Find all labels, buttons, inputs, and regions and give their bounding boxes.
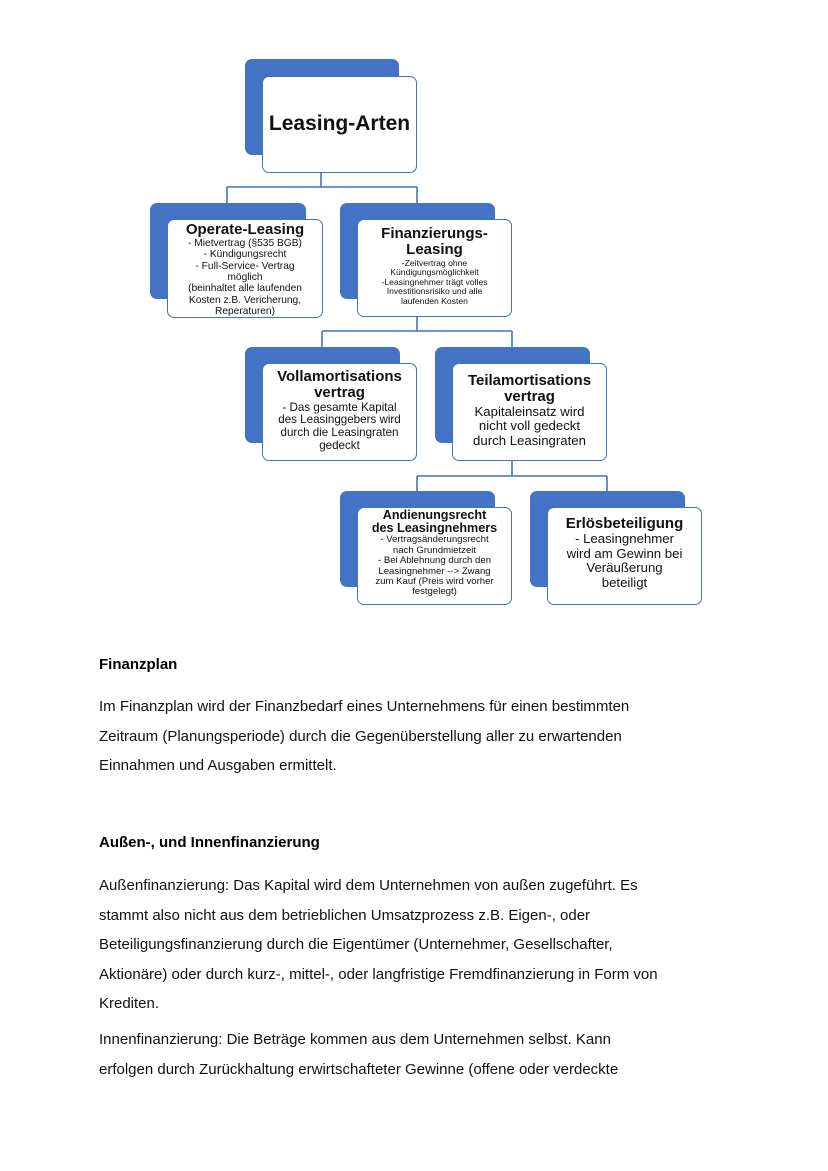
desc-line: nach Grundmietzeit xyxy=(392,544,477,556)
paragraph-aussenfinanzierung xyxy=(99,871,739,1019)
desc-line: - Das gesamte Kapital xyxy=(282,400,397,414)
text-line: Innenfinanzierung: Die Beträge kommen aus dem Unternehmen selbst. Kann xyxy=(99,1031,611,1048)
desc-line: - Vertragsänderungsrecht xyxy=(380,534,489,546)
desc-line: Leasingnehmer --> Zwang xyxy=(378,565,491,577)
desc-line: gedeckt xyxy=(319,439,360,453)
desc-line: festgelegt) xyxy=(412,586,457,598)
desc-line: Kündigungsmöglichkeit xyxy=(390,267,479,278)
node-andienung-title-2: des Leasingnehmers xyxy=(371,521,498,536)
heading-finanzierung: Außen-, und Innenfinanzierung xyxy=(99,834,320,851)
desc-line: - Mietvertrag (§535 BGB) xyxy=(188,237,302,249)
node-andienung-desc xyxy=(375,535,493,597)
node-teil-title-2: vertrag xyxy=(504,387,555,405)
node-finanz-title-2: Leasing xyxy=(406,240,463,258)
node-leasing-arten-title: Leasing-Arten xyxy=(268,112,411,136)
node-andienung-title-1: Andienungsrecht xyxy=(382,508,487,522)
paragraph-innenfinanzierung xyxy=(99,1025,739,1084)
node-operate-title: Operate-Leasing xyxy=(185,221,305,238)
desc-line: (beinhaltet alle laufenden xyxy=(188,283,302,295)
text-line: stammt also nicht aus dem betrieblichen Umsatzprozess z.B. Eigen-, oder xyxy=(99,906,591,924)
desc-line: zum Kauf (Preis wird vorher xyxy=(375,575,494,587)
heading-finanzplan: Finanzplan xyxy=(99,656,178,673)
node-operate-desc xyxy=(188,238,302,318)
desc-line: durch die Leasingraten xyxy=(280,426,399,440)
section-finanzierung xyxy=(99,834,739,851)
connector-teil xyxy=(417,460,607,491)
node-voll-desc xyxy=(278,401,400,453)
paragraph-finanzplan xyxy=(99,692,739,781)
node-finanz-title-1: Finanzierungs- xyxy=(381,225,488,242)
desc-line: - Leasingnehmer xyxy=(575,530,674,546)
node-voll-title-1: Vollamortisations xyxy=(277,368,402,385)
node-teil-title-1: Teilamortisations xyxy=(467,372,592,389)
desc-line: nicht voll gedeckt xyxy=(478,418,581,434)
text-line: Krediten. xyxy=(99,995,160,1012)
desc-line: -Leasingnehmer trägt volles xyxy=(381,276,488,287)
desc-line: - Full-Service- Vertrag xyxy=(195,260,295,272)
connector-root xyxy=(227,173,417,205)
desc-line: -Zeitvertrag ohne xyxy=(401,257,468,268)
desc-line: - Kündigungsrecht xyxy=(203,249,287,261)
text-line: Einnahmen und Ausgaben ermittelt. xyxy=(99,757,337,774)
node-voll-title-2: vertrag xyxy=(314,383,365,401)
desc-line: Investitionsrisiko und alle xyxy=(386,286,483,297)
desc-line: durch Leasingraten xyxy=(473,433,586,449)
node-finanz-desc xyxy=(381,259,487,307)
desc-line: Veräußerung xyxy=(586,560,663,576)
desc-line: - Bei Ablehnung durch den xyxy=(377,555,492,567)
text-line: erfolgen durch Zurückhaltung erwirtschafteter Gewinne (offene oder verdeckte xyxy=(99,1060,619,1078)
section-finanzplan xyxy=(99,656,739,673)
text-line: Aktionäre) oder durch kurz-, mittel-, oder langfristige Fremdfinanzierung in Form von xyxy=(99,965,658,983)
desc-line: laufenden Kosten xyxy=(401,296,468,306)
node-teil-desc xyxy=(473,405,586,449)
text-line: Zeitraum (Planungsperiode) durch die Gegenüberstellung aller zu erwartenden xyxy=(99,727,622,745)
text-line: Beteiligungsfinanzierung durch die Eigentümer (Unternehmer, Gesellschafter, xyxy=(99,936,613,953)
text-line: Außenfinanzierung: Das Kapital wird dem Unternehmen von außen zugeführt. Es xyxy=(99,877,638,894)
text-line: Im Finanzplan wird der Finanzbedarf eines Unternehmens für einen bestimmten xyxy=(99,698,630,715)
desc-line: wird am Gewinn bei xyxy=(566,545,683,561)
desc-line: möglich xyxy=(227,272,263,284)
desc-line: Reperaturen) xyxy=(214,306,275,318)
desc-line: des Leasinggebers wird xyxy=(278,413,401,427)
desc-line: beteiligt xyxy=(601,575,648,591)
node-erloes-desc xyxy=(567,532,683,591)
connector-finanz xyxy=(322,317,512,347)
desc-line: Kapitaleinsatz wird xyxy=(474,403,585,419)
node-erloes-title: Erlösbeteiligung xyxy=(565,515,684,532)
desc-line: Kosten z.B. Vericherung, xyxy=(188,294,302,306)
